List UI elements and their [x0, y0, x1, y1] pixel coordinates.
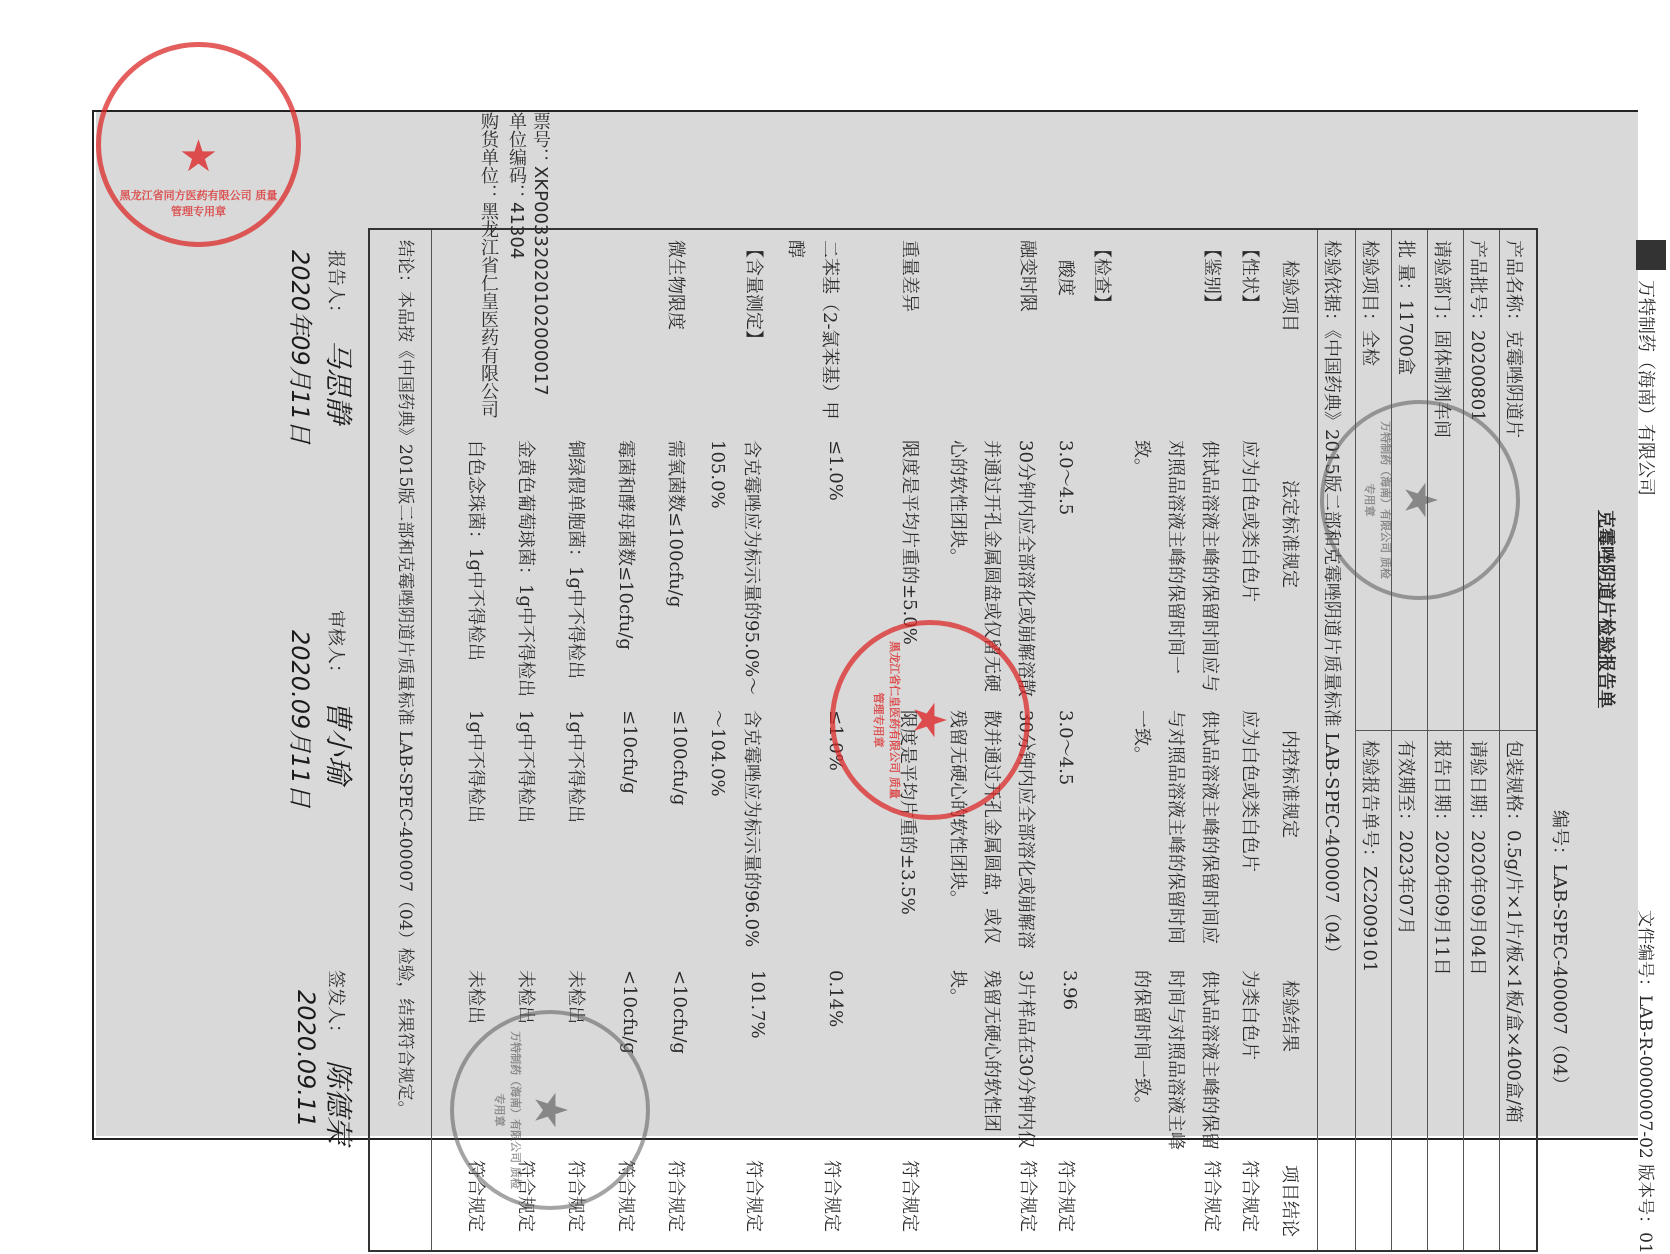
reviewer-label: 审核人：	[325, 610, 346, 682]
test-basis: 检验依据：《中国药典》2015版二部和克霉唑阴道片质量标准 LAB-SPEC-400007（04）	[1321, 240, 1342, 963]
report-number: 编号：LAB-SPEC-400007（04）	[1549, 810, 1570, 1094]
buyer-name: 黑龙江省仁皇医药有限公司	[478, 202, 499, 418]
reporter-label: 报告人：	[325, 250, 346, 322]
invoice-number: 票号：XKP00332020102000017	[530, 112, 551, 396]
page-title: 克霉唑阴道片检验报告单	[1595, 510, 1616, 708]
col-header-legal: 法定标准规定	[1279, 480, 1300, 588]
package-spec: 包装规格：0.5g/片×1片/板×1板/盒×400盒/箱	[1503, 740, 1524, 1123]
request-dept: 请验部门：固体制剂车间	[1431, 240, 1452, 438]
buyer-label: 购货单位：	[478, 112, 499, 202]
issuer-date: 2020.09.11	[292, 990, 320, 1128]
conclusion: 结论：本品按《中国药典》2015版二部和克霉唑阴道片质量标准 LAB-SPEC-400007（04）检验，结果符合规定。	[395, 240, 415, 1118]
reviewer-date: 2020.09月11日	[286, 630, 314, 808]
company-qc-stamp-2: ★ 万特制药（海南）有限公司 质检专用章	[450, 1010, 650, 1210]
buyer-qc-stamp: ★ 黑龙江省仁皇医药有限公司 质量管理专用章	[830, 620, 1030, 820]
batch-number: 产品批号：20200801	[1467, 240, 1488, 422]
document-number: 文件编号：LAB-R-0000007-02 版本号：01	[1635, 910, 1655, 1254]
report-table: 产品名称：克霉唑阴道片 包装规格：0.5g/片×1片/板×1板/盒×400盒/箱 产品批号：20200801 请验日期：2020年09月04日 请验部门：固体制剂车间 报告日期：2020年09月11日 批 量：11700盒 有效期至：2023年07月 检验项目：全检 检验报告单号：ZC2009101 检验依据：《中国药典》2015版二部和克霉唑阴道片质量标准 LAB-SPEC-400007（04） 检验项目 法定标准规定 内控标准规定 检验结果 项目结论 【性状】 应为白色或类白色片 应为白色或类白色片 为类白色片 符合规定 【鉴别】 供试品溶液主峰的保留时间应与对照品溶液主峰的保留时间一致。 供试品溶液主峰的保留时间应与对照品溶液主峰的保留时间一致。 供试品溶液主峰的保留时间与对照品溶液主峰的保留时间一致。 符合规定 【检查】 酸度 3.0～4.5 3.0～4.5 3.96 符合规定 融变时限 30分钟内应全部溶化或崩解溶散并通过开孔金属圆盘或仅留无硬心的软性团块。 30分钟内应全部溶化或崩解溶散并通过开孔金属圆盘，或仅残留无硬心的软性团块。 3片样品在30分钟内仅残留无硬心的软性团块。 符合规定 重量差异 限度是平均片重的±5.0% 限度是平均片重的±3.5% 符合规定 二苯基（2-氯苯基）甲醇 ≤1.0% ≤1.0% 0.14% 符合规定 【含量测定】 含克霉唑应为标示量的95.0%～105.0% 含克霉唑应为标示量的96.0%～104.0% 101.7% 符合规定 微生物限度 需氧菌数≤100cfu/g ≤100cfu/g <10cfu/g 符合规定 霉菌和酵母菌数≤10cfu/g ≤10cfu/g <10cfu/g 符合规定 铜绿假单胞菌：1g中不得检出 1g中不得检出 未检出 符合规定 金黄色葡萄球菌：1g中不得检出 1g中不得检出 未检出 符合规定 白色念珠菌：1g中不得检出 1g中不得检出 未检出 符合规定 结论：本品按《中国药典》2015版二部和克霉唑阴道片质量标准 LAB-SPEC-400007（04）检验，结果符合规定。	[368, 228, 1538, 1252]
buyer-code: 单位编码：41304	[506, 112, 527, 260]
buyer-note	[478, 112, 498, 418]
reporter-date: 2020年09月11日	[286, 250, 314, 445]
company-qc-stamp: ★ 万特制药（海南）有限公司 质检专用章	[1320, 400, 1520, 600]
reviewer-signature: 曹小瑜	[322, 700, 355, 785]
product-name: 产品名称：克霉唑阴道片	[1503, 240, 1524, 438]
corner-stamp: ★ 黑龙江省同方医药有限公司 质量管理专用章	[96, 42, 301, 247]
test-item: 检验项目：全检	[1359, 240, 1380, 366]
issuer-signature: 陈德荣	[322, 1060, 355, 1145]
valid-until: 有效期至：2023年07月	[1395, 740, 1416, 935]
col-header-item: 检验项目	[1279, 260, 1300, 332]
quantity: 批 量：11700盒	[1395, 240, 1416, 375]
issuer-label: 签发人：	[325, 970, 346, 1042]
request-date: 请验日期：2020年09月04日	[1467, 740, 1488, 976]
col-header-conclusion: 项目结论	[1279, 1165, 1300, 1237]
company-name: 万特制药（海南）有限公司	[1635, 280, 1656, 496]
reporter-signature: 马思静	[322, 340, 355, 425]
col-header-result: 检验结果	[1279, 980, 1300, 1052]
col-header-internal: 内控标准规定	[1279, 730, 1300, 838]
company-logo-icon	[1636, 240, 1666, 270]
report-date: 报告日期：2020年09月11日	[1431, 740, 1452, 976]
report-sheet-number: 检验报告单号：ZC2009101	[1359, 740, 1380, 973]
